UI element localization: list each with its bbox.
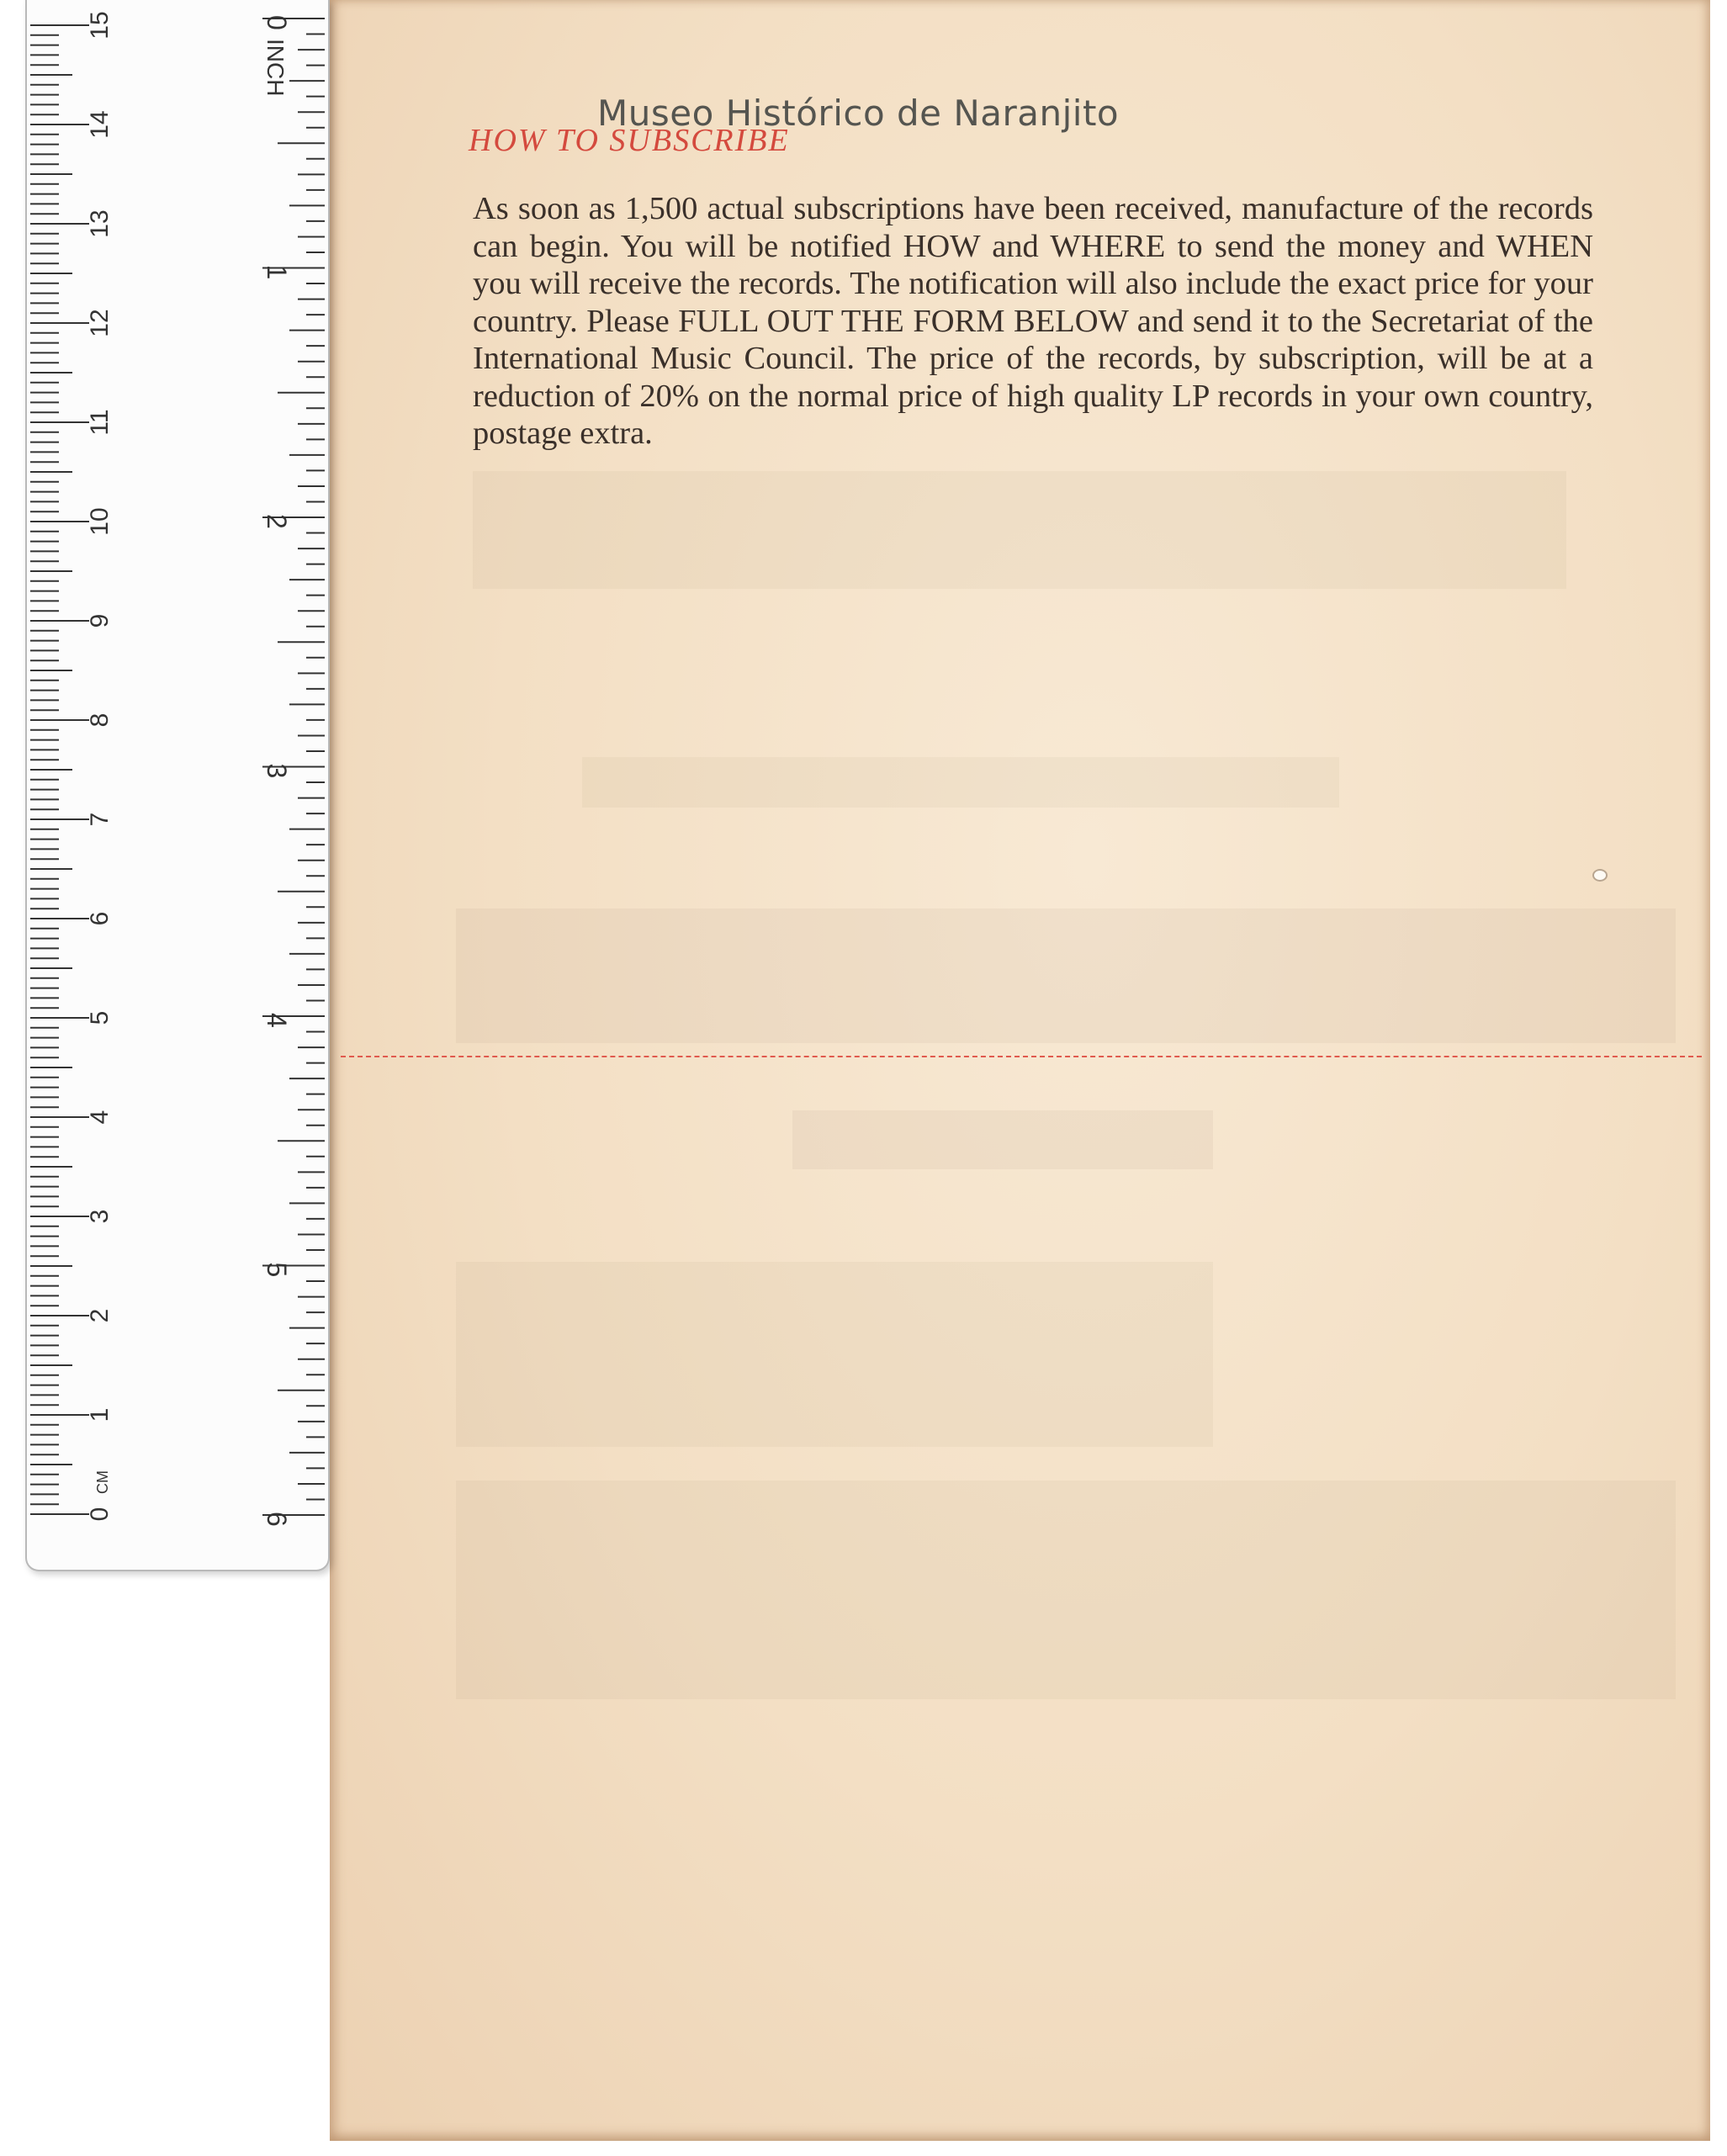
inch-tick-label: 4 — [262, 1013, 292, 1028]
cm-tick-label: 15 — [86, 11, 114, 40]
cm-tick-label: 11 — [86, 409, 114, 436]
show-through-block — [792, 1110, 1213, 1169]
show-through-block — [582, 757, 1339, 808]
museum-watermark: Museo Histórico de Naranjito — [597, 93, 1120, 134]
section-heading: HOW TO SUBSCRIBE — [469, 123, 790, 158]
show-through-block — [456, 1262, 1213, 1447]
inch-tick-label: 6 — [262, 1512, 292, 1527]
cm-tick-label: 4 — [86, 1110, 114, 1125]
inch-tick-label: 0 — [262, 15, 292, 30]
cm-tick-label: 8 — [86, 712, 114, 728]
cm-unit-label: CM — [94, 1470, 111, 1494]
inch-tick-label: 5 — [262, 1262, 292, 1278]
inch-tick-label: 2 — [262, 514, 292, 529]
cm-tick-label: 9 — [86, 613, 114, 628]
dashed-cut-line — [341, 1056, 1702, 1057]
inch-tick-label: 3 — [262, 763, 292, 779]
inch-tick-label: 1 — [262, 264, 292, 280]
show-through-block — [456, 1481, 1676, 1699]
cm-tick-label: 12 — [86, 309, 114, 337]
cm-tick-label: 14 — [86, 110, 114, 139]
cm-tick-label: 7 — [86, 812, 114, 827]
show-through-block — [473, 471, 1566, 589]
show-through-block — [456, 908, 1676, 1043]
inch-unit-label: INCH — [262, 39, 289, 97]
cm-tick-label: 6 — [86, 911, 114, 926]
subscription-instructions: As soon as 1,500 actual subscriptions have been received, manufacture of the records can begin. You will be notified HOW and WHERE to send the money and WHEN you will receive the records. The notification will also include the exact price for your country. Please FULL OUT THE FORM BELOW and send it to the Secretariat of the International Music Council. The price of the records, by subscription, will be at a reduction of 20% on the normal price of high quality LP records in your own country, postage extra. — [473, 191, 1593, 451]
cm-tick-label: 0 — [86, 1507, 114, 1522]
ruler-scale — [27, 0, 328, 1570]
cm-tick-label: 13 — [86, 209, 114, 238]
cm-tick-label: 5 — [86, 1010, 114, 1025]
cm-tick-label: 2 — [86, 1308, 114, 1323]
paper-hole — [1592, 869, 1608, 882]
cm-tick-label: 10 — [86, 507, 114, 536]
cm-tick-label: 3 — [86, 1209, 114, 1224]
measuring-ruler — [25, 0, 330, 1571]
cm-tick-label: 1 — [86, 1407, 114, 1422]
